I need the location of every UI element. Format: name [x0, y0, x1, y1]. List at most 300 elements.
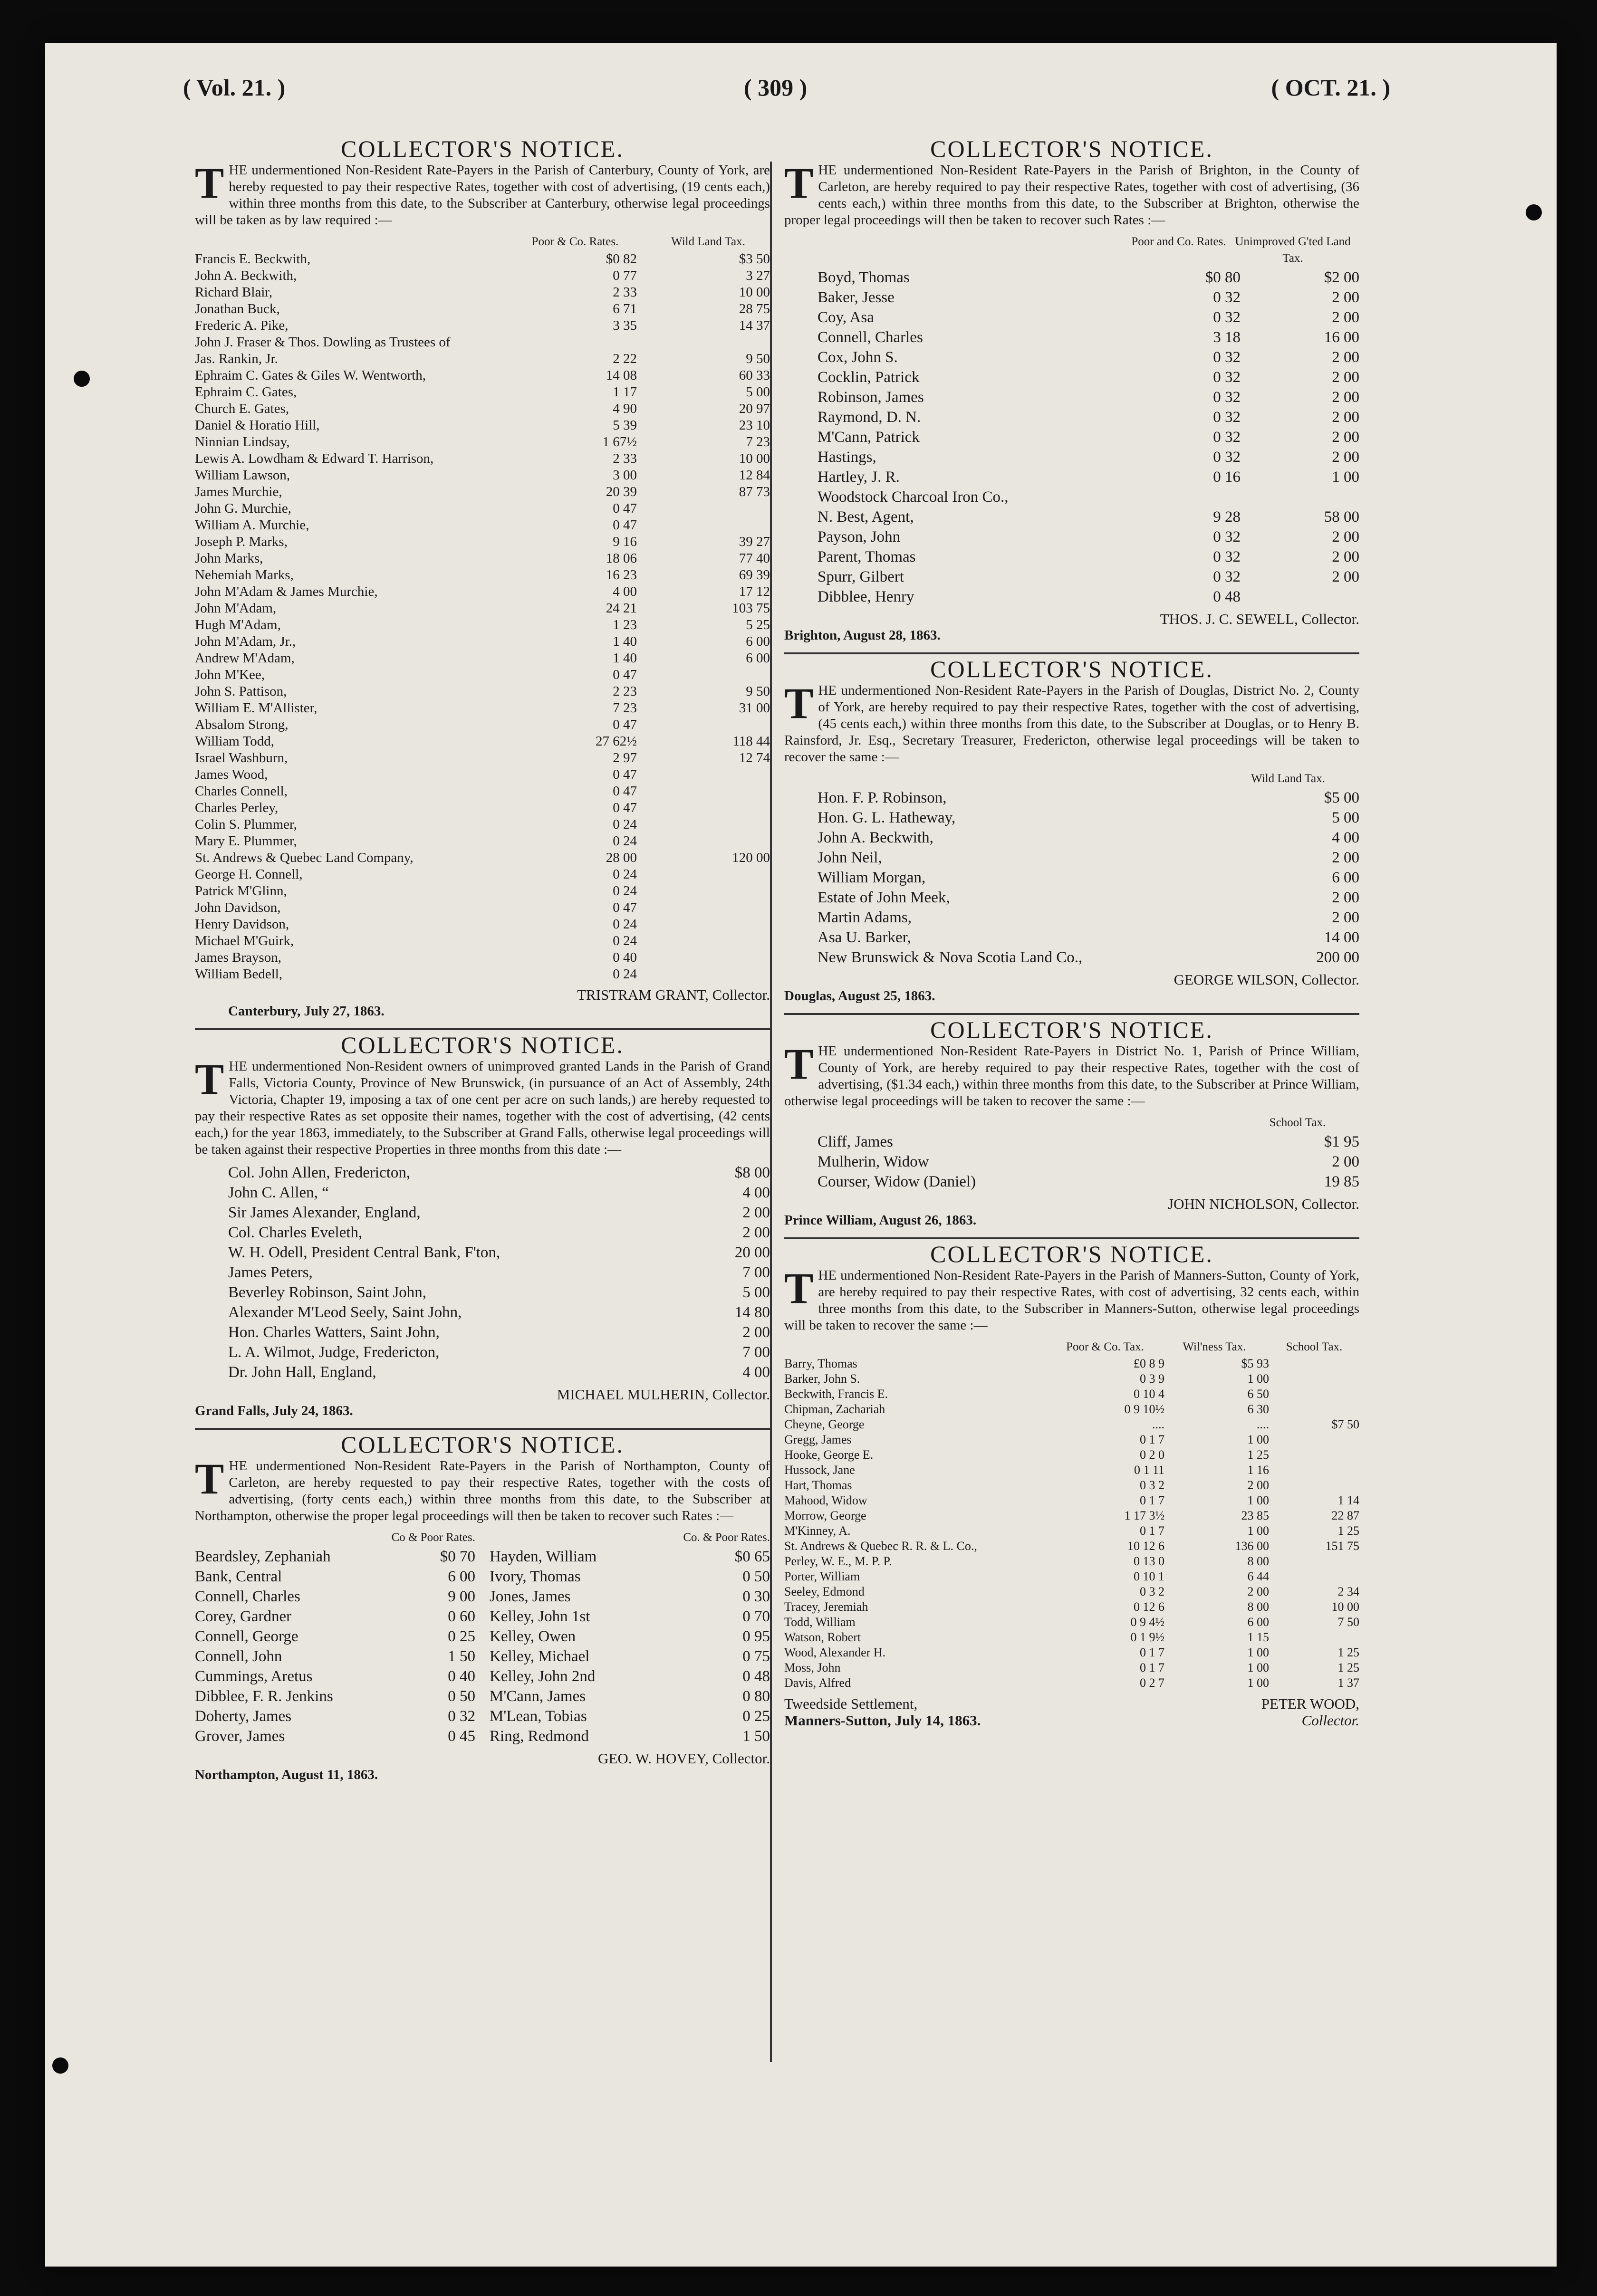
signature	[784, 611, 1359, 627]
rate-value: 0 32	[1213, 389, 1241, 406]
payer-name: Hon. F. P. Robinson,	[818, 789, 947, 806]
list-row	[195, 700, 770, 717]
list-row	[195, 949, 770, 966]
rate-value: 3 00	[613, 468, 637, 483]
list-row	[784, 1539, 1359, 1554]
rate-value: 2 33	[613, 451, 637, 466]
payer-name: Colin S. Plummer,	[195, 817, 297, 832]
list-row	[784, 1569, 1359, 1584]
rate-value: 9 00	[448, 1588, 475, 1605]
payer-name: Col. John Allen, Fredericton,	[228, 1164, 411, 1181]
rate-list	[784, 1132, 1359, 1192]
rate-value: 2 00	[1332, 449, 1359, 466]
payer-name: Hooke, George E.	[784, 1448, 874, 1462]
rate-value: 2 00	[1332, 548, 1359, 565]
rate-value: 2 00	[742, 1204, 770, 1221]
rate-value: 6 00	[1247, 1615, 1269, 1629]
rate-value: 10 00	[739, 285, 770, 300]
col-header: Poor & Co. Rates.	[531, 235, 619, 248]
rate-value: 0 45	[448, 1728, 475, 1745]
list-row	[195, 733, 770, 750]
rate-value: 7 00	[742, 1344, 770, 1361]
rate-value: 6 44	[1247, 1569, 1269, 1583]
rate-value: 103 75	[732, 601, 770, 616]
place-date: Manners-Sutton, July 14, 1863.	[784, 1712, 981, 1729]
list-row	[784, 1554, 1359, 1569]
list-row	[195, 1607, 475, 1626]
payer-name: James Peters,	[228, 1264, 313, 1281]
notice-rule	[195, 1428, 770, 1430]
payer-name: William Morgan,	[818, 869, 926, 886]
rate-value: 0 80	[742, 1688, 770, 1705]
rate-value	[637, 766, 770, 783]
list-row	[195, 550, 770, 567]
payer-name: John A. Beckwith,	[818, 829, 933, 846]
rate-value: 0 40	[448, 1668, 475, 1685]
col-header: Wild Land Tax.	[1251, 772, 1325, 785]
list-row	[818, 547, 1359, 567]
rate-value: 0 32	[448, 1708, 475, 1725]
rate-value	[637, 334, 770, 351]
list-row	[195, 317, 770, 334]
rate-value	[1269, 1432, 1359, 1447]
rate-value: 3 35	[613, 318, 637, 333]
payer-name: John M'Adam, Jr.,	[195, 634, 296, 649]
list-row	[784, 1630, 1359, 1645]
list-row	[195, 268, 770, 284]
payer-name: Connell, George	[195, 1628, 298, 1645]
list-row	[195, 683, 770, 700]
list-row	[195, 334, 770, 351]
rate-value: 2 00	[742, 1224, 770, 1241]
rate-value: $1 95	[1324, 1133, 1359, 1150]
notice-canterbury	[195, 135, 770, 1020]
rate-value: 1 50	[742, 1728, 770, 1745]
list-row	[195, 650, 770, 667]
payer-name: Beckwith, Francis E.	[784, 1387, 888, 1401]
list-row	[818, 888, 1359, 908]
list-row	[784, 1615, 1359, 1630]
rate-value: 1 15	[1247, 1630, 1269, 1644]
list-row	[818, 848, 1359, 868]
list-row	[490, 1666, 770, 1686]
rate-value: 1 00	[1247, 1433, 1269, 1446]
collector-name: GEORGE WILSON, Collector.	[1174, 971, 1359, 988]
payer-name: Martin Adams,	[818, 909, 912, 926]
notice-rule	[195, 1028, 770, 1030]
payer-name: Dibblee, Henry	[818, 588, 914, 605]
payer-name: Chipman, Zachariah	[784, 1402, 885, 1416]
rate-value: 0 9 10½	[1124, 1402, 1164, 1416]
collector-name: GEO. W. HOVEY, Collector.	[598, 1750, 770, 1767]
payer-name: Israel Washburn,	[195, 750, 288, 765]
payer-name: Payson, John	[818, 528, 901, 545]
list-row	[784, 1493, 1359, 1508]
rate-value	[1269, 1554, 1359, 1569]
rate-value: 0 1 7	[1140, 1661, 1164, 1674]
rate-list	[195, 251, 770, 983]
payer-name: Charles Connell,	[195, 784, 288, 799]
rate-value	[1269, 1463, 1359, 1478]
payer-name: W. H. Odell, President Central Bank, F'ton,	[228, 1244, 500, 1261]
rate-value: 0 47	[613, 717, 637, 732]
rate-value: 9 50	[746, 351, 770, 366]
rate-value: 6 30	[1247, 1402, 1269, 1416]
rate-value: 0 50	[742, 1568, 770, 1585]
rate-value: 1 17	[613, 384, 637, 400]
rate-value: 18 06	[606, 551, 637, 566]
list-row	[818, 327, 1359, 347]
payer-name: John S. Pattison,	[195, 684, 287, 699]
rate-value: 2 00	[1332, 429, 1359, 446]
list-row	[784, 1387, 1359, 1402]
signature	[195, 986, 770, 1003]
payer-name: William Bedell,	[195, 966, 283, 982]
rate-value: 5 39	[613, 418, 637, 433]
rate-value: $7 50	[1331, 1417, 1359, 1431]
payer-name: Ninnian Lindsay,	[195, 434, 290, 450]
rate-value: 0 32	[1213, 289, 1241, 306]
rate-value: 0 75	[742, 1648, 770, 1665]
payer-name: Tracey, Jeremiah	[784, 1600, 868, 1614]
payer-name: Spurr, Gilbert	[818, 568, 904, 585]
rate-value	[637, 717, 770, 733]
list-row	[228, 1342, 770, 1362]
payer-name: Parent, Thomas	[818, 548, 916, 565]
payer-name: Courser, Widow (Daniel)	[818, 1173, 976, 1190]
payer-name: Michael M'Guirk,	[195, 933, 294, 948]
list-row	[818, 407, 1359, 427]
column-headers	[784, 1114, 1359, 1131]
payer-name: Frederic A. Pike,	[195, 318, 289, 333]
rate-value: 0 3 2	[1140, 1585, 1164, 1598]
rate-value: 0 60	[448, 1608, 475, 1625]
rate-value: 1 67½	[602, 434, 637, 450]
rate-value: 0 32	[1213, 309, 1241, 326]
rate-value: 0 1 11	[1134, 1463, 1164, 1477]
list-row	[195, 1567, 475, 1587]
rate-value: 0 47	[613, 767, 637, 782]
payer-name: John A. Beckwith,	[195, 268, 297, 283]
payer-name: Morrow, George	[784, 1509, 866, 1522]
rate-value: 10 12 6	[1127, 1539, 1164, 1553]
payer-name: Andrew M'Adam,	[195, 651, 295, 666]
payer-name: Mahood, Widow	[784, 1493, 867, 1507]
list-row	[195, 866, 770, 883]
rate-value	[1241, 587, 1359, 607]
rate-value: 1 37	[1337, 1676, 1359, 1690]
collector-title: Collector.	[1301, 1712, 1359, 1729]
rate-value: 136 00	[1235, 1539, 1269, 1553]
rate-value: $2 00	[1324, 269, 1359, 286]
rate-value: 60 33	[739, 368, 770, 383]
list-row	[195, 1626, 475, 1646]
payer-name: Hart, Thomas	[784, 1478, 852, 1492]
list-row	[195, 816, 770, 833]
rate-list-right	[490, 1547, 770, 1746]
rate-value: 0 10 4	[1134, 1387, 1164, 1401]
payer-name: N. Best, Agent,	[818, 508, 914, 526]
place-date: Grand Falls, July 24, 1863.	[195, 1403, 353, 1418]
rate-value: 5 00	[746, 384, 770, 400]
payer-name: Nehemiah Marks,	[195, 567, 294, 583]
payer-name: M'Cann, James	[490, 1688, 586, 1705]
rate-value: 9 16	[613, 534, 637, 549]
notice-title: COLLECTOR'S NOTICE.	[930, 1241, 1213, 1267]
list-row	[228, 1302, 770, 1322]
rate-value: 77 40	[739, 551, 770, 566]
payer-name: Connell, John	[195, 1648, 282, 1665]
rate-value: 0 24	[613, 966, 637, 982]
rate-value: 1 00	[1247, 1676, 1269, 1690]
column-divider	[770, 162, 772, 2062]
rate-value: 4 00	[1332, 829, 1359, 846]
rate-value: 14 37	[739, 318, 770, 333]
list-row	[228, 1263, 770, 1282]
payer-name: James Murchie,	[195, 484, 282, 499]
rate-value: 6 71	[613, 301, 637, 316]
list-row	[784, 1432, 1359, 1447]
rate-list	[784, 788, 1359, 967]
payer-name: Patrick M'Glinn,	[195, 883, 287, 899]
rate-value: ....	[1152, 1417, 1164, 1431]
payer-name: Woodstock Charcoal Iron Co.,	[818, 488, 1009, 506]
notice-title: COLLECTOR'S NOTICE.	[341, 135, 624, 162]
rate-value: 0 1 7	[1140, 1524, 1164, 1538]
notice-title: COLLECTOR'S NOTICE.	[930, 135, 1213, 162]
rate-value: 14 00	[1324, 929, 1359, 946]
notice-rule	[784, 1237, 1359, 1239]
rate-value: 4 00	[742, 1184, 770, 1201]
payer-name: Perley, W. E., M. P. P.	[784, 1554, 892, 1568]
list-row	[195, 384, 770, 401]
rate-value	[637, 833, 770, 850]
rate-value: 0 32	[1213, 409, 1241, 426]
rate-value: 12 84	[739, 468, 770, 483]
payer-name: Kelley, John 2nd	[490, 1668, 596, 1685]
list-row	[195, 633, 770, 650]
rate-value	[637, 933, 770, 949]
notice-douglas	[784, 656, 1359, 1004]
rate-value: $8 00	[734, 1164, 770, 1181]
payer-name: Charles Perley,	[195, 800, 279, 815]
rate-value: 2 00	[1332, 909, 1359, 926]
list-row	[228, 1322, 770, 1342]
payer-name: Kelley, Michael	[490, 1648, 590, 1665]
payer-name: Alexander M'Leod Seely, Saint John,	[228, 1304, 462, 1321]
binding-hole	[52, 2057, 68, 2074]
rate-value: 0 48	[1213, 588, 1241, 605]
rate-value	[637, 800, 770, 816]
col-header: School Tax.	[1286, 1340, 1343, 1353]
payer-name: Col. Charles Eveleth,	[228, 1224, 363, 1241]
rate-value: 0 30	[742, 1588, 770, 1605]
rate-value: 1 00	[1247, 1372, 1269, 1386]
list-row	[195, 1587, 475, 1607]
rate-value: 6 00	[448, 1568, 475, 1585]
rate-value: 0 1 9½	[1130, 1630, 1164, 1644]
payer-name: Porter, William	[784, 1569, 860, 1583]
list-row	[195, 916, 770, 933]
list-row	[818, 347, 1359, 367]
payer-name: John C. Allen, “	[228, 1184, 329, 1201]
rate-value: 0 95	[742, 1628, 770, 1645]
list-row	[228, 1282, 770, 1302]
rate-value: 7 23	[746, 434, 770, 450]
rate-value: 0 25	[448, 1628, 475, 1645]
payer-name: Hussock, Jane	[784, 1463, 855, 1477]
list-row	[195, 1547, 475, 1567]
notice-intro: THE undermentioned Non-Resident owners of unimproved granted Lands in the Parish of Grand Falls, Victoria County, Province of New Brunswick, (in pursuance of an Act of Assembly, 24th Victoria, Chapter 19, imposing a tax of one cent per acre on such lands,) are hereby requested to pay their respective Rates as set opposite their names, together with the cost of advertising, (42 cents each,) for the year 1863, immediately, to the Subscriber at Grand Falls, otherwise legal proceedings will be taken against their respective Properties in three months from this date :—	[195, 1055, 770, 1157]
payer-name: William Todd,	[195, 734, 275, 749]
payer-name: Grover, James	[195, 1728, 285, 1745]
notice-rule	[784, 652, 1359, 654]
rate-value: 2 34	[1337, 1585, 1359, 1598]
rate-value: 1 14	[1337, 1493, 1359, 1507]
rate-value: 6 00	[1332, 869, 1359, 886]
list-row	[818, 307, 1359, 327]
payer-name: Bank, Central	[195, 1568, 282, 1585]
rate-value: 16 23	[606, 567, 637, 583]
list-row	[195, 966, 770, 983]
notice-title: COLLECTOR'S NOTICE.	[341, 1032, 624, 1058]
rate-value: 2 00	[742, 1324, 770, 1341]
rate-value: 0 2 7	[1140, 1676, 1164, 1690]
list-row	[784, 1599, 1359, 1615]
rate-value: 0 47	[613, 501, 637, 516]
rate-value: 1 00	[1247, 1661, 1269, 1674]
rate-value: 0 47	[613, 900, 637, 915]
rate-list	[784, 1356, 1359, 1691]
list-row	[818, 908, 1359, 928]
rate-value: 69 39	[739, 567, 770, 583]
payer-name: Hartley, J. R.	[818, 469, 900, 486]
rate-value: 7 50	[1337, 1615, 1359, 1629]
payer-name: John M'Adam & James Murchie,	[195, 584, 378, 599]
list-row	[195, 1706, 475, 1726]
list-row	[195, 367, 770, 384]
rate-value: $0 70	[440, 1548, 475, 1565]
rate-value	[1269, 1478, 1359, 1493]
payer-name: Richard Blair,	[195, 285, 273, 300]
binding-hole	[74, 371, 90, 387]
rate-value: $3 50	[739, 251, 770, 267]
page-number: ( 309 )	[744, 74, 808, 101]
payer-name: Lewis A. Lowdham & Edward T. Harrison,	[195, 451, 434, 466]
list-row	[818, 387, 1359, 407]
signature	[784, 1196, 1359, 1212]
payer-name: Hastings,	[818, 449, 876, 466]
notice-intro: THE undermentioned Non-Resident Rate-Payers in the Parish of Canterbury, County of York, are hereby requested to pay their respective Rates, together with cost of advertising, (19 cents each,) within three months from this date, to the Subscriber at Canterbury, otherwise legal proceedings will be taken as by law required :—	[195, 159, 770, 228]
rate-value: 0 77	[613, 268, 637, 283]
place-date: Brighton, August 28, 1863.	[784, 628, 941, 643]
rate-value: 24 21	[606, 601, 637, 616]
list-row	[818, 587, 1359, 607]
rate-value	[1269, 1569, 1359, 1584]
rate-value: 0 47	[613, 784, 637, 799]
list-row	[818, 268, 1359, 287]
list-row	[490, 1607, 770, 1626]
payer-name: George H. Connell,	[195, 867, 303, 882]
rate-value: 14 80	[734, 1304, 770, 1321]
rate-value	[637, 916, 770, 933]
payer-name: Boyd, Thomas	[818, 269, 910, 286]
payer-name: Asa U. Barker,	[818, 929, 911, 946]
payer-name: John Marks,	[195, 551, 263, 566]
rate-value: 5 00	[742, 1284, 770, 1301]
rate-value	[1269, 1630, 1359, 1645]
list-row	[818, 487, 1359, 507]
rate-value: 2 00	[1332, 1153, 1359, 1170]
payer-name: Cliff, James	[818, 1133, 893, 1150]
list-row	[818, 828, 1359, 848]
payer-name: William Lawson,	[195, 468, 290, 483]
rate-value	[509, 334, 637, 351]
notice-title: COLLECTOR'S NOTICE.	[341, 1431, 624, 1458]
list-row	[490, 1726, 770, 1746]
rate-value: 2 00	[1332, 349, 1359, 366]
rate-value: 0 16	[1213, 469, 1241, 486]
payer-name: Jonathan Buck,	[195, 301, 280, 316]
rate-value: 2 00	[1332, 369, 1359, 386]
rate-value	[637, 966, 770, 983]
payer-name: M'Cann, Patrick	[818, 429, 920, 446]
list-row	[784, 1508, 1359, 1523]
list-row	[195, 883, 770, 899]
rate-value: 1 25	[1337, 1645, 1359, 1659]
list-row	[784, 1660, 1359, 1675]
rate-value: 0 24	[613, 817, 637, 832]
rate-value	[637, 949, 770, 966]
rate-value: 0 50	[448, 1688, 475, 1705]
rate-value	[637, 883, 770, 899]
list-row	[818, 507, 1359, 527]
collector-name: MICHAEL MULHERIN, Collector.	[557, 1386, 770, 1403]
list-row	[195, 750, 770, 766]
payer-name: John Davidson,	[195, 900, 281, 915]
notice-manners-sutton	[784, 1241, 1359, 1729]
list-row	[195, 417, 770, 434]
list-row	[228, 1183, 770, 1203]
col-header: Co. & Poor Rates.	[683, 1531, 770, 1544]
rate-value: 151 75	[1325, 1539, 1359, 1553]
rate-list	[195, 1163, 770, 1382]
rate-value: 1 00	[1247, 1493, 1269, 1507]
list-row	[195, 600, 770, 617]
notice-intro: THE undermentioned Non-Resident Rate-Payers in District No. 1, Parish of Prince William, County of York, are hereby required to pay their respective Rates, together with the cost of advertising, ($1.34 each,) within three months from this date, to the Subscriber at Prince William, otherwise legal proceedings will be taken to recover the same :—	[784, 1040, 1359, 1109]
rate-value: 7 00	[742, 1264, 770, 1281]
rate-value: 0 2 0	[1140, 1448, 1164, 1462]
rate-value: 0 47	[613, 800, 637, 815]
payer-name: Barry, Thomas	[784, 1357, 857, 1370]
rate-value: 0 24	[613, 833, 637, 849]
list-row	[818, 1152, 1359, 1172]
list-row	[195, 284, 770, 301]
list-row	[195, 301, 770, 317]
rate-value: $0 82	[606, 251, 637, 267]
list-row	[228, 1223, 770, 1243]
list-row	[195, 401, 770, 417]
rate-value: 23 85	[1241, 1509, 1269, 1522]
list-row	[784, 1523, 1359, 1539]
rate-value: 0 25	[742, 1708, 770, 1725]
list-row	[195, 766, 770, 783]
rate-value	[1241, 487, 1359, 507]
notice-prince-william	[784, 1016, 1359, 1229]
column-headers	[784, 770, 1359, 787]
payer-name: Ephraim C. Gates,	[195, 384, 297, 400]
rate-value	[637, 783, 770, 800]
